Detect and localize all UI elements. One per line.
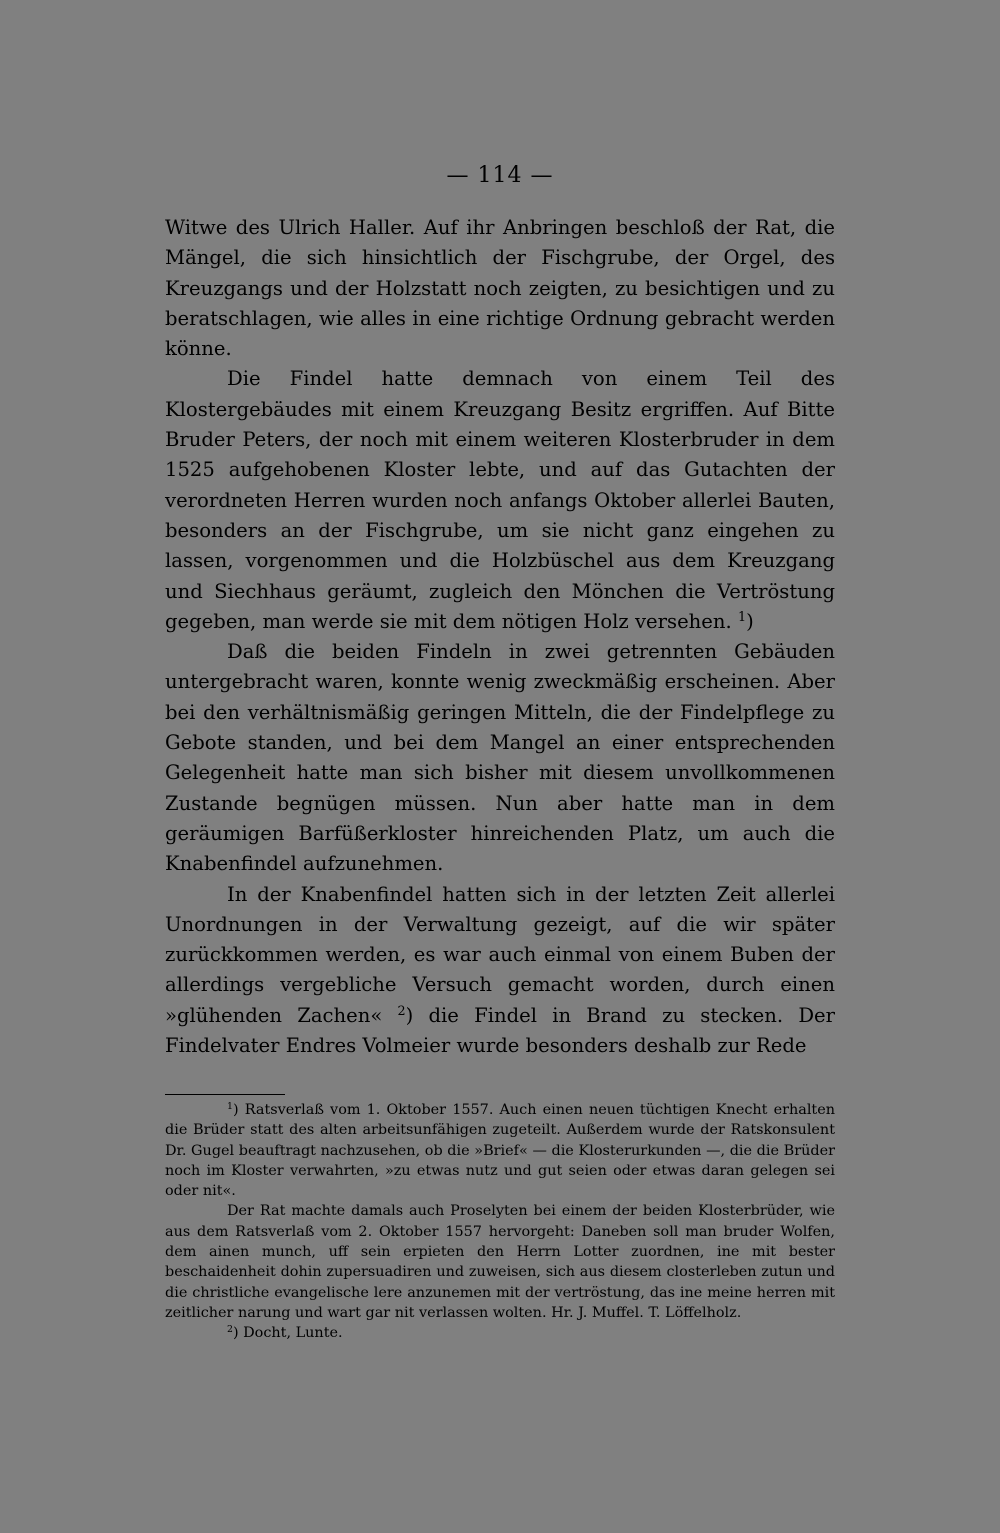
footnote <box>165 1323 835 1343</box>
text-run: ) Docht, Lunte. <box>232 1325 343 1342</box>
text-run: Die Findel hatte demnach von einem Teil des Klostergebäudes mit einem Kreuzgang Besitz ergriffen. Auf Bitte Bruder Peters, der noch mit einem weiteren Klosterbruder in dem 1525 aufgehobenen Kloster lebte, und auf das Gutachten der verordneten Herren wurden noch anfangs Oktober allerlei Bauten, besonders an der Fischgrube, um sie nicht ganz eingehen zu lassen, vorgenommen und die Holzbüschel aus dem Kreuzgang und Siechhaus geräumt, zugleich den Mönchen die Vertröstung gegeben, man werde sie mit dem nötigen Holz versehen. <box>165 367 835 633</box>
footnote-divider <box>165 1094 285 1095</box>
paragraph <box>165 213 835 364</box>
text-run: In der Knabenfindel hatten sich in der letzten Zeit allerlei Unordnungen in der Verwaltung gezeigt, auf die wir später zurückkommen werden, es war auch einmal von einem Buben der allerdings vergebliche Versuch gemacht worden, durch einen »glühenden Zachen« <box>165 882 835 1027</box>
paragraph <box>165 364 835 637</box>
footnote-marker: 1 <box>737 609 747 625</box>
text-run: ) <box>746 609 754 633</box>
footnote <box>165 1201 835 1323</box>
text-run: Daß die beiden Findeln in zwei getrennten Gebäuden untergebracht waren, konnte wenig zweckmäßig erscheinen. Aber bei den verhältnismäßig geringen Mitteln, die der Findelpflege zu Gebote standen, und bei dem Mangel an einer entsprechenden Gelegenheit hatte man sich bisher mit diesem unvollkommenen Zustande begnügen müssen. Nun aber hatte man in dem geräumigen Barfüßerkloster hinreichenden Platz, um auch die Knabenfindel aufzunehmen. <box>165 640 835 876</box>
footnote <box>165 1100 835 1201</box>
paragraph <box>165 880 835 1062</box>
page-number: — 114 — <box>446 163 554 188</box>
body-text <box>165 213 835 1061</box>
footnotes <box>165 1100 835 1344</box>
footnote-marker: 2 <box>397 1003 406 1019</box>
text-run: ) Ratsverlaß vom 1. Oktober 1557. Auch einen neuen tüchtigen Knecht erhalten die Brüder statt des alten arbeitsunfähigen zugeteilt. Außerdem wurde der Ratskonsulent Dr. Gugel beauftragt nachzusehen, ob die »Brief« — die Klosterurkunden —, die die Brüder noch im Kloster verwahrten, »zu etwas nutz und gut seien oder etwas daran gelegen sei oder nit«. <box>165 1102 835 1200</box>
paragraph <box>165 637 835 879</box>
text-run: Der Rat machte damals auch Proselyten bei einem der beiden Klosterbrüder, wie aus dem Ratsverlaß vom 2. Oktober 1557 hervorgeht: Daneben soll man bruder Wolfen, dem ainen munch, uff sein erpieten den Herrn Lotter zuordnen, ine mit bester beschaidenheit dohin zupersuadiren und zuweisen, sich aus diesem closterleben zutun und die christliche evangelische lere anzunemen mit der vertröstung, das ine meine herren mit zeitlicher narung und wart gar nit verlassen wolten. Hr. J. Muffel. T. Löffelholz. <box>165 1203 835 1321</box>
footnote-marker: 2 <box>227 1324 233 1336</box>
text-run: ) die Findel in Brand zu stecken. Der Findelvater Endres Volmeier wurde besonders deshalb zur Rede <box>165 1003 835 1058</box>
footnote-marker: 1 <box>227 1100 233 1112</box>
text-run: Witwe des Ulrich Haller. Auf ihr Anbringen beschloß der Rat, die Mängel, die sich hinsichtlich der Fischgrube, der Orgel, des Kreuzgangs und der Holzstatt noch zeigten, zu besichtigen und zu beratschlagen, wie alles in eine richtige Ordnung gebracht werden könne. <box>165 216 835 361</box>
